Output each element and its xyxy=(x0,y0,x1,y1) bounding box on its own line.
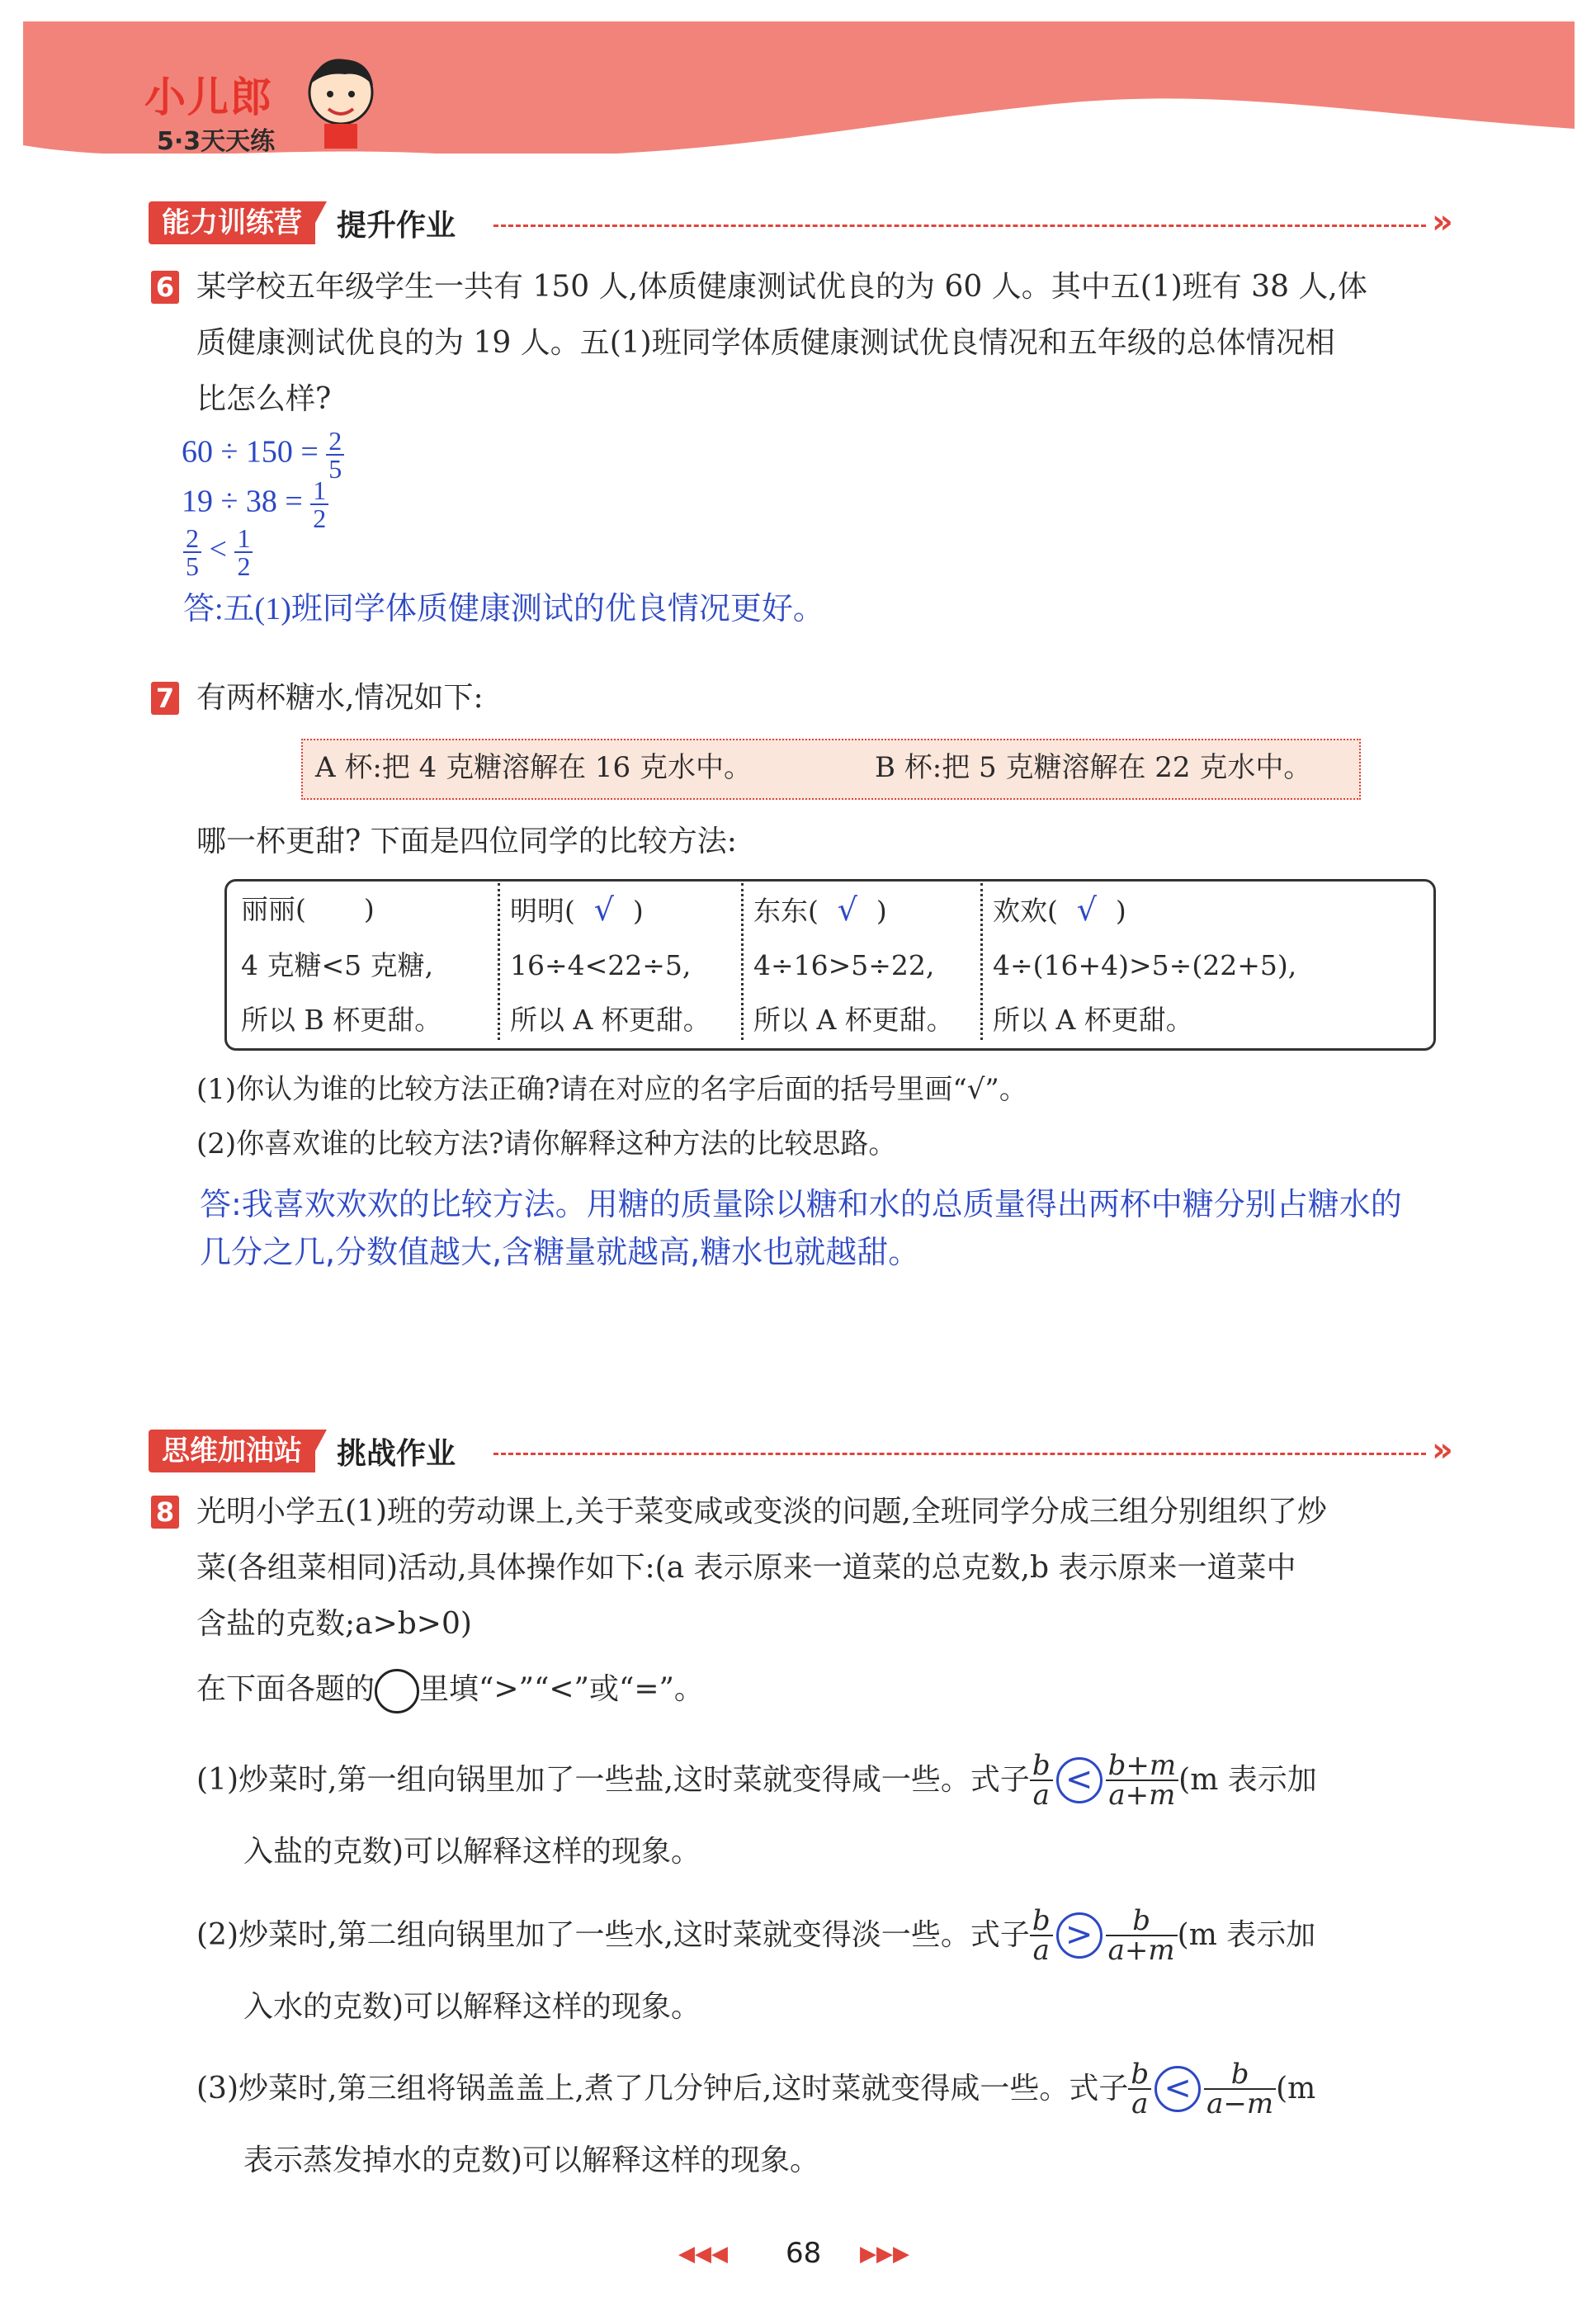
student-expr: 4÷(16+4)>5÷(22+5), xyxy=(993,949,1297,981)
student-name: 丽丽( ) xyxy=(241,893,375,925)
section-subtitle: 提升作业 xyxy=(337,208,456,243)
section-header-1 xyxy=(149,201,456,244)
student-conclusion: 所以 B 杯更甜。 xyxy=(241,1004,442,1036)
q8-item-cont: 表示蒸发掉水的克数)可以解释这样的现象。 xyxy=(243,2143,820,2177)
q8-item-cont: 入盐的克数)可以解释这样的现象。 xyxy=(243,1835,701,1869)
student-name: 欢欢( √ ) xyxy=(993,891,1126,928)
student-name: 东东( √ ) xyxy=(753,891,887,928)
work-line-1: 60 ÷ 150 = $\frac{2}{5}$ xyxy=(182,428,344,482)
student-expr: 4÷16>5÷22, xyxy=(753,949,935,981)
q8-line: 菜(各组菜相同)活动,具体操作如下:(a 表示原来一道菜的总克数,b 表示原来一道菜中 xyxy=(196,1551,1296,1585)
student-conclusion: 所以 A 杯更甜。 xyxy=(510,1004,711,1036)
divider xyxy=(493,225,1426,227)
section-subtitle: 挑战作业 xyxy=(337,1436,456,1471)
brand-logo: 小儿郎 xyxy=(144,73,273,121)
next-arrows-icon: ▶▶▶ xyxy=(860,2242,909,2266)
q7-sub2: (2)你喜欢谁的比较方法?请你解释这种方法的比较思路。 xyxy=(196,1127,897,1160)
section-tag: 能力训练营 xyxy=(149,201,315,244)
question-number: 6 xyxy=(151,271,179,304)
student-expr: 4 克糖<5 克糖, xyxy=(241,949,434,981)
column-separator xyxy=(498,883,500,1040)
q8-line: 含盐的克数;a>b>0) xyxy=(196,1607,472,1641)
q6-line: 某学校五年级学生一共有 150 人,体质健康测试优良的为 60 人。其中五(1)班有 38 人,体 xyxy=(196,270,1367,304)
work-line-3: $\frac{2}{5}$ < $\frac{1}{2}$ xyxy=(183,525,253,579)
answer-circle: < xyxy=(1056,1757,1103,1803)
q8-line: 光明小学五(1)班的劳动课上,关于菜变咸或变淡的问题,全班同学分成三组分别组织了炒 xyxy=(196,1495,1327,1529)
mascot-icon xyxy=(304,51,378,150)
answer-circle: > xyxy=(1056,1912,1103,1959)
circle-icon xyxy=(375,1669,419,1713)
page-number: 68 xyxy=(786,2237,822,2270)
q8-item: (3)炒菜时,第三组将锅盖盖上,煮了几分钟后,这时菜就变得咸一些。式子 $\frac{b}{a}$ < $\frac{b}{a-m}$ (m xyxy=(196,2058,1316,2120)
q6-answer: 答:五(1)班同学体质健康测试的优良情况更好。 xyxy=(183,592,824,626)
section-header-2 xyxy=(149,1430,456,1472)
chevron-icon: » xyxy=(1432,203,1453,241)
column-separator xyxy=(741,883,744,1040)
cup-b-text: B 杯:把 5 克糖溶解在 22 克水中。 xyxy=(875,751,1312,784)
chevron-icon: » xyxy=(1432,1431,1453,1469)
divider xyxy=(493,1453,1426,1455)
q8-item-cont: 入水的克数)可以解释这样的现象。 xyxy=(243,1990,701,2024)
q7-answer: 答:我喜欢欢欢的比较方法。用糖的质量除以糖和水的总质量得出两杯中糖分别占糖水的 xyxy=(200,1186,1402,1222)
column-separator xyxy=(980,883,983,1040)
prev-arrows-icon: ◀◀◀ xyxy=(678,2242,728,2266)
brand-subtitle: 5·3天天练 xyxy=(157,127,276,156)
student-conclusion: 所以 A 杯更甜。 xyxy=(993,1004,1193,1036)
q7-answer: 几分之几,分数值越大,含糖量就越高,糖水也就越甜。 xyxy=(200,1234,920,1270)
work-line-2: 19 ÷ 38 = $\frac{1}{2}$ xyxy=(182,477,328,532)
section-tag: 思维加油站 xyxy=(149,1430,315,1472)
question-number: 7 xyxy=(151,682,179,715)
student-expr: 16÷4<22÷5, xyxy=(510,949,692,981)
cup-a-text: A 杯:把 4 克糖溶解在 16 克水中。 xyxy=(315,751,752,784)
q6-line: 比怎么样? xyxy=(196,382,332,416)
question-number: 8 xyxy=(151,1496,179,1529)
student-conclusion: 所以 A 杯更甜。 xyxy=(753,1004,954,1036)
q8-item: (2)炒菜时,第二组向锅里加了一些水,这时菜就变得淡一些。式子 $\frac{b}{a}$ > $\frac{b}{a+m}$ (m 表示加 xyxy=(196,1904,1316,1967)
student-name: 明明( √ ) xyxy=(510,891,644,928)
q7-intro: 有两杯糖水,情况如下: xyxy=(196,681,484,715)
answer-circle: < xyxy=(1155,2066,1201,2112)
q8-instruction: 在下面各题的 里填“>”“<”或“=”。 xyxy=(196,1669,704,1713)
q7-prompt: 哪一杯更甜? 下面是四位同学的比较方法: xyxy=(196,825,737,858)
q7-sub1: (1)你认为谁的比较方法正确?请在对应的名字后面的括号里画“√”。 xyxy=(196,1073,1027,1106)
q6-line: 质健康测试优良的为 19 人。五(1)班同学体质健康测试优良情况和五年级的总体情况相 xyxy=(196,326,1335,360)
q8-item: (1)炒菜时,第一组向锅里加了一些盐,这时菜就变得咸一些。式子 $\frac{b}{a}$ < $\frac{b+m}{a+m}$ (m 表示加 xyxy=(196,1749,1317,1812)
